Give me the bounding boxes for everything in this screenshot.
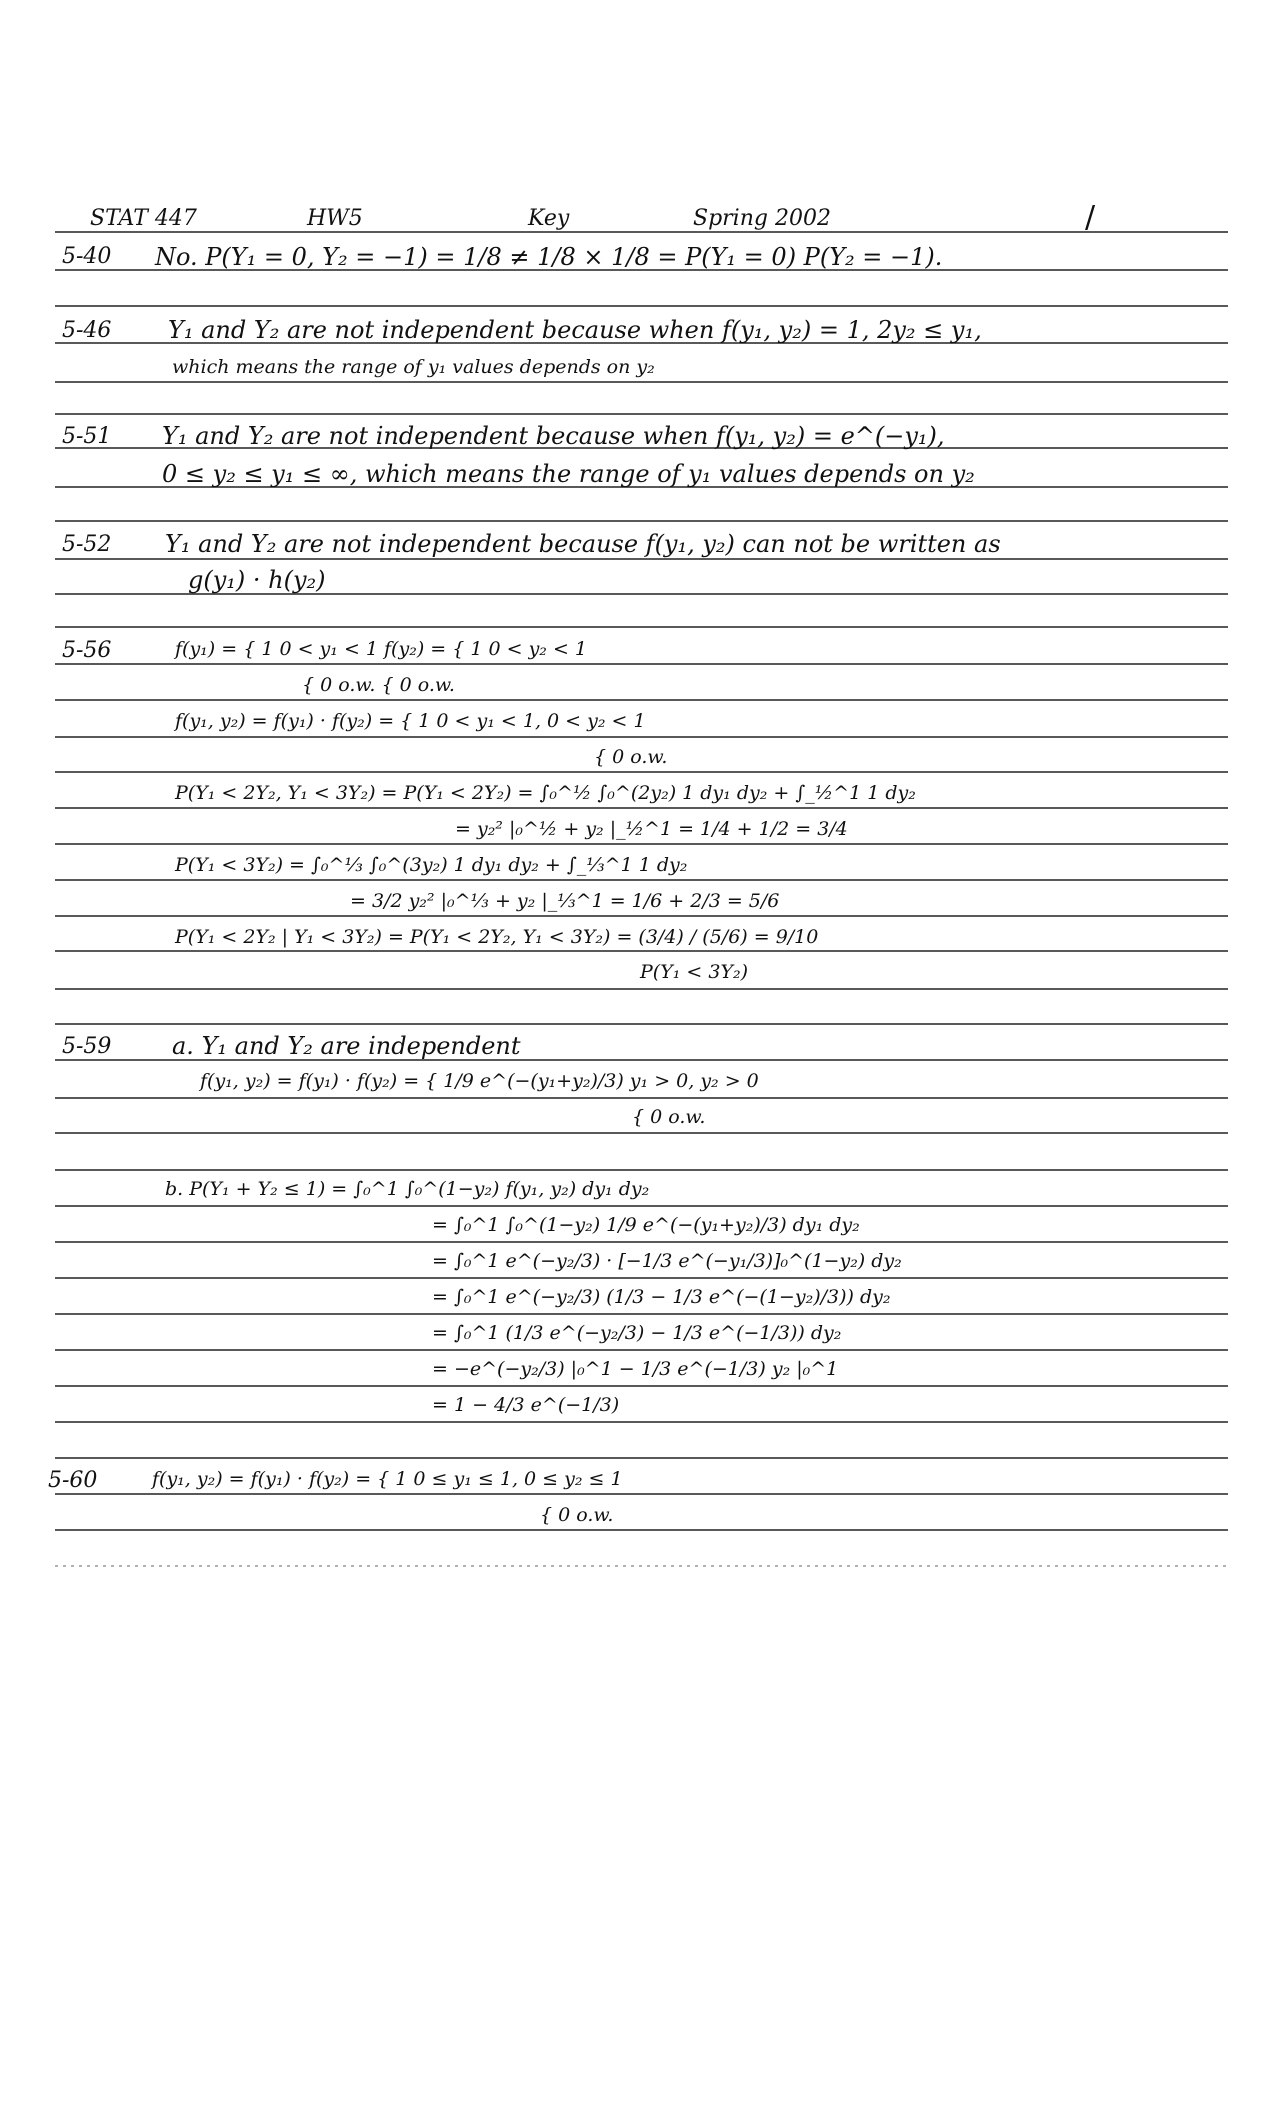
assignment-label: HW5 (307, 206, 363, 231)
answer-5-59b-step2: = ∫₀^1 ∫₀^(1−y₂) 1/9 e^(−(y₁+y₂)/3) dy₁ dy₂ (432, 1214, 860, 1236)
answer-5-51-line1: Y₁ and Y₂ are not independent because when f(y₁, y₂) = e^(−y₁), (162, 422, 945, 450)
answer-5-40: No. P(Y₁ = 0, Y₂ = −1) = 1/8 ≠ 1/8 × 1/8 = P(Y₁ = 0) P(Y₂ = −1). (155, 243, 943, 271)
answer-5-56-conditional-prob: P(Y₁ < 2Y₂ | Y₁ < 3Y₂) = P(Y₁ < 2Y₂, Y₁ < 3Y₂) = (3/4) / (5/6) = 9/10 (175, 926, 819, 948)
answer-5-51-line2: 0 ≤ y₂ ≤ y₁ ≤ ∞, which means the range of y₁ values depends on y₂ (162, 460, 975, 488)
problem-number-5-52: 5-52 (62, 532, 112, 557)
answer-5-56-marginal-prob-result: = 3/2 y₂² |₀^⅓ + y₂ |_⅓^1 = 1/6 + 2/3 = 5/6 (350, 890, 780, 912)
answer-5-59b-step4: = ∫₀^1 e^(−y₂/3) (1/3 − 1/3 e^(−(1−y₂)/3)) dy₂ (432, 1286, 891, 1308)
answer-5-52-line2: g(y₁) · h(y₂) (188, 566, 326, 594)
problem-number-5-46: 5-46 (62, 318, 112, 343)
answer-5-59a-density: f(y₁, y₂) = f(y₁) · f(y₂) = { 1/9 e^(−(y₁+y₂)/3) y₁ > 0, y₂ > 0 (200, 1070, 759, 1092)
problem-number-5-60: 5-60 (48, 1468, 98, 1493)
answer-5-59a: a. Y₁ and Y₂ are independent (172, 1032, 521, 1060)
answer-5-56-marginals-otherwise: { 0 o.w. { 0 o.w. (302, 674, 455, 696)
problem-number-5-59: 5-59 (62, 1034, 112, 1059)
answer-5-60-joint-otherwise: { 0 o.w. (540, 1504, 614, 1526)
answer-5-60-joint: f(y₁, y₂) = f(y₁) · f(y₂) = { 1 0 ≤ y₁ ≤ 1, 0 ≤ y₂ ≤ 1 (152, 1468, 623, 1490)
answer-5-56-marginal-prob: P(Y₁ < 3Y₂) = ∫₀^⅓ ∫₀^(3y₂) 1 dy₁ dy₂ + ∫_⅓^1 1 dy₂ (175, 854, 688, 876)
answer-5-59b-step5: = ∫₀^1 (1/3 e^(−y₂/3) − 1/3 e^(−1/3)) dy₂ (432, 1322, 842, 1344)
answer-5-46-line1: Y₁ and Y₂ are not independent because when f(y₁, y₂) = 1, 2y₂ ≤ y₁, (168, 316, 982, 344)
answer-5-56-marginals: f(y₁) = { 1 0 < y₁ < 1 f(y₂) = { 1 0 < y₂ < 1 (175, 638, 588, 660)
answer-5-56-joint-prob: P(Y₁ < 2Y₂, Y₁ < 3Y₂) = P(Y₁ < 2Y₂) = ∫₀^½ ∫₀^(2y₂) 1 dy₁ dy₂ + ∫_½^1 1 dy₂ (175, 782, 916, 804)
answer-5-56-joint: f(y₁, y₂) = f(y₁) · f(y₂) = { 1 0 < y₁ < 1, 0 < y₂ < 1 (175, 710, 646, 732)
answer-5-59a-density-otherwise: { 0 o.w. (632, 1106, 706, 1128)
page-number: / (1085, 200, 1096, 235)
answer-5-52-line1: Y₁ and Y₂ are not independent because f(y₁, y₂) can not be written as (165, 530, 1001, 558)
answer-5-56-conditional-denominator: P(Y₁ < 3Y₂) (640, 961, 749, 983)
answer-5-59b-step6: = −e^(−y₂/3) |₀^1 − 1/3 e^(−1/3) y₂ |₀^1 (432, 1358, 839, 1380)
answer-5-59b-result: = 1 − 4/3 e^(−1/3) (432, 1394, 620, 1416)
answer-5-46-line2: which means the range of y₁ values depends on y₂ (172, 356, 655, 378)
key-label: Key (528, 206, 570, 231)
answer-5-56-joint-prob-result: = y₂² |₀^½ + y₂ |_½^1 = 1/4 + 1/2 = 3/4 (455, 818, 848, 840)
problem-number-5-40: 5-40 (62, 244, 112, 269)
course-label: STAT 447 (90, 206, 197, 231)
term-label: Spring 2002 (693, 206, 831, 231)
answer-5-56-joint-otherwise: { 0 o.w. (594, 746, 668, 768)
problem-number-5-56: 5-56 (62, 638, 112, 663)
problem-number-5-51: 5-51 (62, 424, 112, 449)
answer-5-59b-step3: = ∫₀^1 e^(−y₂/3) · [−1/3 e^(−y₁/3)]₀^(1−y₂) dy₂ (432, 1250, 902, 1272)
answer-5-59b-step1: b. P(Y₁ + Y₂ ≤ 1) = ∫₀^1 ∫₀^(1−y₂) f(y₁, y₂) dy₁ dy₂ (165, 1178, 650, 1200)
